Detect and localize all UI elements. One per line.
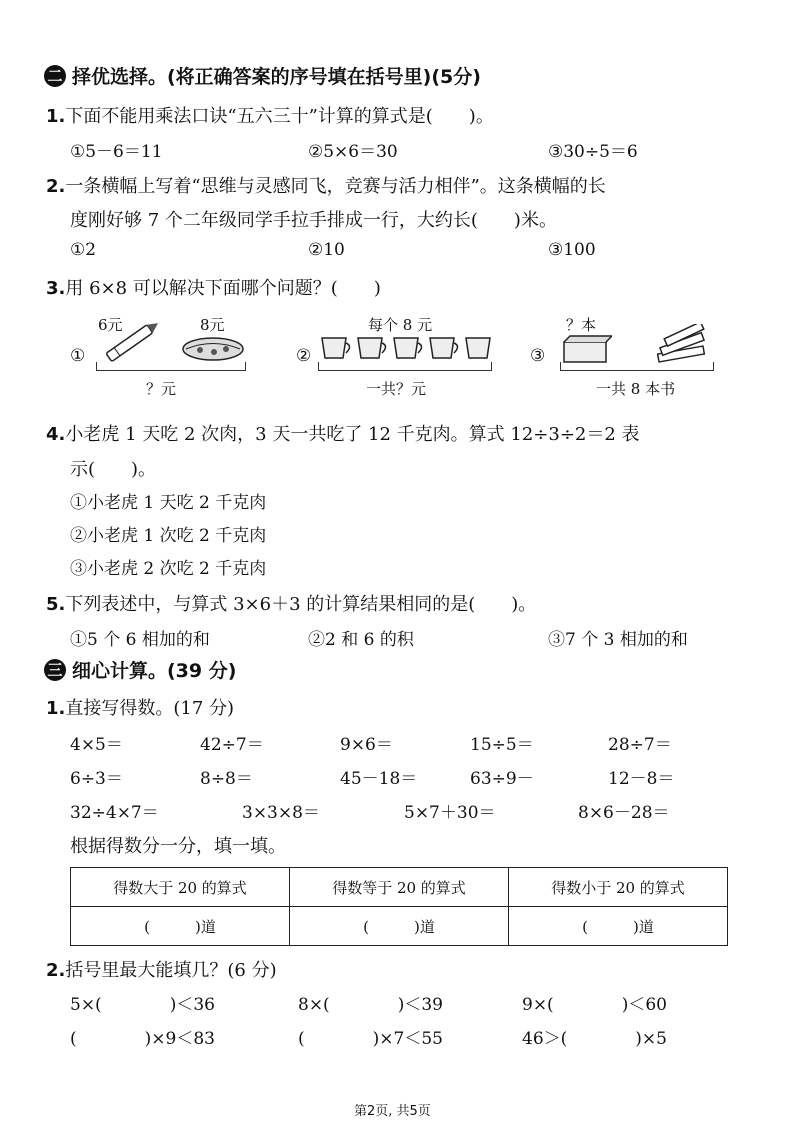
unknown-books-label: ？本: [566, 316, 597, 334]
calc-item: 9×6＝: [340, 735, 393, 755]
option-c-mark: ③: [530, 346, 546, 366]
question-text: 下面不能用乘法口诀“五六三十”计算的算式是( )。: [65, 106, 494, 127]
option-1: ①2: [70, 240, 97, 260]
question-text: 用 6×8 可以解决下面哪个问题？( ): [65, 278, 381, 299]
section-3-heading: [44, 656, 236, 683]
brace-a: [96, 362, 246, 371]
calc-item: 12－8＝: [608, 769, 675, 789]
section-number-badge: 二: [44, 65, 66, 87]
option-3: ③30÷5＝6: [548, 142, 638, 162]
option-2: ②小老虎 1 次吃 2 千克肉: [70, 526, 267, 546]
fill-blank-item: 8×( )＜39: [298, 995, 443, 1015]
pencil-case-icon: [180, 334, 246, 364]
calc-item: 3×3×8＝: [242, 803, 320, 823]
option-3: ③7 个 3 相加的和: [548, 630, 688, 650]
question-number: 2.: [46, 176, 66, 197]
calc-item: 15÷5＝: [470, 735, 534, 755]
question-number: 3.: [46, 278, 66, 299]
price-label-case: 8元: [200, 316, 225, 334]
brace-b: [318, 362, 492, 371]
question-number: 5.: [46, 594, 66, 615]
calc-item: 4×5＝: [70, 735, 123, 755]
answer-cell[interactable]: ( )道: [290, 907, 509, 946]
question-text: 下列表述中，与算式 3×6＋3 的计算结果相同的是( )。: [65, 594, 537, 615]
unit-price-label: 每个 8 元: [368, 316, 433, 334]
sort-table: [70, 867, 728, 946]
option-1: ①5 个 6 相加的和: [70, 630, 210, 650]
question-number: 4.: [46, 424, 66, 445]
table-header-row: [71, 868, 728, 907]
sort-instruction: 根据得数分一分，填一填。: [70, 836, 286, 857]
section-number-badge: 三: [44, 659, 66, 681]
brace-c: [560, 362, 714, 371]
option-a-mark: ①: [70, 346, 86, 366]
question-1: [46, 102, 494, 128]
question-number: 1.: [46, 698, 66, 719]
question-label-c: 一共 8 本书: [596, 380, 676, 398]
option-3: ③小老虎 2 次吃 2 千克肉: [70, 559, 267, 579]
calc-item: 6÷3＝: [70, 769, 123, 789]
option-1: ①小老虎 1 天吃 2 千克肉: [70, 493, 267, 513]
pen-icon: [96, 322, 166, 362]
box-icon: [560, 334, 612, 364]
section-2-heading: [44, 62, 481, 89]
question-number: 1.: [46, 106, 66, 127]
cup-icon: [318, 334, 494, 364]
option-3: ③100: [548, 240, 596, 260]
calc-item: 63÷9－: [470, 769, 534, 789]
books-icon: [654, 324, 710, 364]
fill-blank-item: 46＞( )×5: [522, 1029, 667, 1049]
section-title: 择优选择。(将正确答案的序号填在括号里)(5分): [72, 66, 481, 88]
table-header: 得数小于 20 的算式: [509, 868, 728, 907]
question-5: [46, 590, 536, 616]
question-2: [46, 172, 606, 198]
option-1: ①5－6＝11: [70, 142, 163, 162]
page-footer: 第2页, 共5页: [354, 1104, 431, 1119]
question-3: [46, 274, 381, 300]
answer-cell[interactable]: ( )道: [71, 907, 290, 946]
answer-cell[interactable]: ( )道: [509, 907, 728, 946]
calc-item: 5×7＋30＝: [404, 803, 496, 823]
calc-item: 8×6－28＝: [578, 803, 670, 823]
question-label-a: ？元: [146, 380, 177, 398]
calc-question-2: [46, 956, 277, 982]
table-header: 得数等于 20 的算式: [290, 868, 509, 907]
question-label-b: 一共？元: [366, 380, 427, 398]
table-header: 得数大于 20 的算式: [71, 868, 290, 907]
calc-item: 28÷7＝: [608, 735, 672, 755]
option-2: ②2 和 6 的积: [308, 630, 414, 650]
question-text-line-1: 小老虎 1 天吃 2 次肉，3 天一共吃了 12 千克肉。算式 12÷3÷2＝2 表: [65, 424, 640, 445]
fill-blank-item: 5×( )＜36: [70, 995, 215, 1015]
calc-item: 42÷7＝: [200, 735, 264, 755]
fill-blank-item: ( )×9＜83: [70, 1029, 215, 1049]
question-number: 2.: [46, 960, 66, 981]
option-2: ②5×6＝30: [308, 142, 398, 162]
option-2: ②10: [308, 240, 345, 260]
question-4: [46, 420, 640, 446]
calc-item: 32÷4×7＝: [70, 803, 159, 823]
section-title: 细心计算。(39 分): [72, 660, 237, 682]
calc-item: 45－18＝: [340, 769, 418, 789]
option-b-mark: ②: [296, 346, 312, 366]
fill-blank-item: 9×( )＜60: [522, 995, 667, 1015]
question-text-line-2: 度刚好够 7 个二年级同学手拉手排成一行，大约长( )米。: [70, 210, 557, 231]
calc-item: 8÷8＝: [200, 769, 253, 789]
question-text: 直接写得数。(17 分): [65, 698, 235, 719]
table-row: [71, 907, 728, 946]
price-label-pen: 6元: [98, 316, 123, 334]
question-text-line-1: 一条横幅上写着“思维与灵感同飞，竞赛与活力相伴”。这条横幅的长: [65, 176, 606, 197]
calc-question-1: [46, 694, 234, 720]
fill-blank-item: ( )×7＜55: [298, 1029, 443, 1049]
question-text: 括号里最大能填几？(6 分): [65, 960, 277, 981]
question-text-line-2: 示( )。: [70, 459, 157, 480]
